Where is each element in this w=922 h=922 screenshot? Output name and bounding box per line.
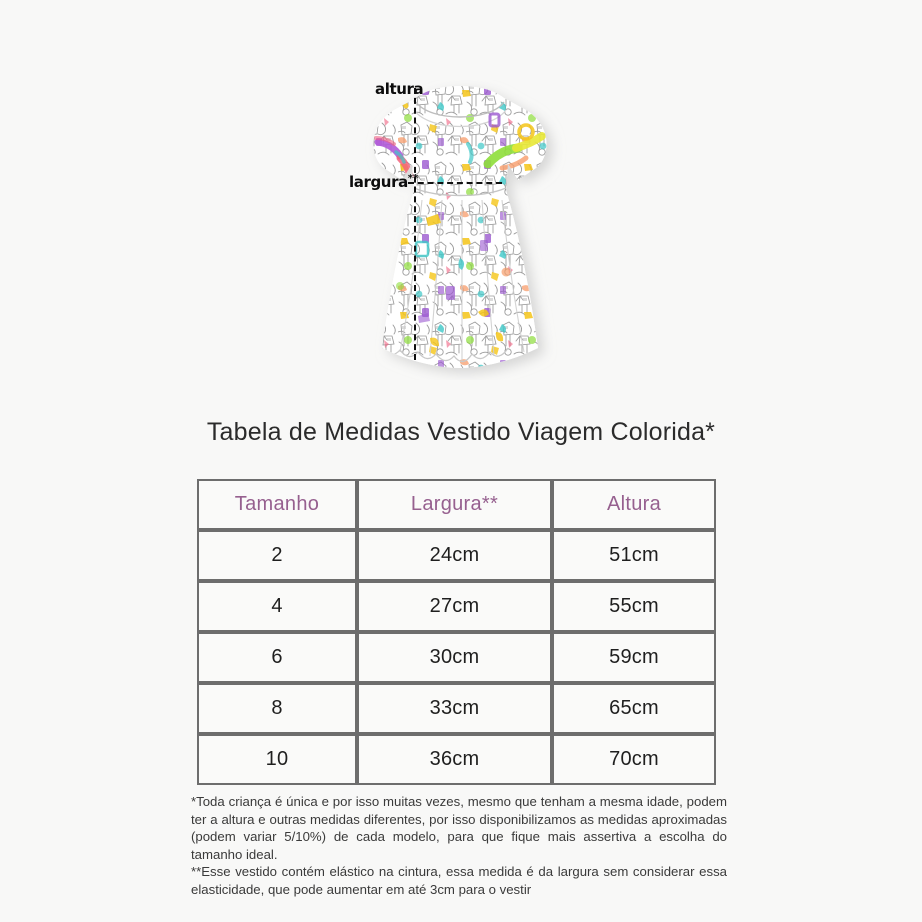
size-measurements-table xyxy=(197,479,716,785)
cell-tamanho: 8 xyxy=(197,683,357,734)
page-title: Tabela de Medidas Vestido Viagem Colorida* xyxy=(206,418,716,446)
measurement-diagram xyxy=(0,0,922,400)
table-row xyxy=(197,530,716,581)
largura-label-text: largura xyxy=(349,173,408,191)
dress-illustration xyxy=(330,80,590,380)
table-header-row xyxy=(197,479,716,530)
column-header-tamanho: Tamanho xyxy=(197,479,357,530)
cell-tamanho: 6 xyxy=(197,632,357,683)
footnotes xyxy=(191,793,727,898)
column-header-altura: Altura xyxy=(552,479,716,530)
table-row xyxy=(197,734,716,785)
cell-tamanho: 2 xyxy=(197,530,357,581)
table-row xyxy=(197,683,716,734)
largura-label xyxy=(349,173,418,191)
cell-tamanho: 10 xyxy=(197,734,357,785)
largura-label-marker: ** xyxy=(407,173,419,184)
dress-svg xyxy=(330,80,590,380)
cell-largura: 33cm xyxy=(357,683,552,734)
cell-largura: 36cm xyxy=(357,734,552,785)
table-row xyxy=(197,581,716,632)
cell-altura: 51cm xyxy=(552,530,716,581)
altura-label: altura xyxy=(375,80,424,98)
width-guide-line xyxy=(408,182,502,184)
cell-tamanho: 4 xyxy=(197,581,357,632)
cell-largura: 30cm xyxy=(357,632,552,683)
footnote-sizing-disclaimer: *Toda criança é única e por isso muitas vezes, mesmo que tenham a mesma idade, podem ter a altura e outras medidas diferentes, por isso disponibilizamos as medidas aproximadas (podem variar 5/10%) de cada modelo, para que fique mais assertiva a escolha do tamanho ideal. xyxy=(191,794,727,862)
cell-altura: 65cm xyxy=(552,683,716,734)
cell-largura: 24cm xyxy=(357,530,552,581)
column-header-largura: Largura** xyxy=(357,479,552,530)
cell-altura: 59cm xyxy=(552,632,716,683)
cell-altura: 70cm xyxy=(552,734,716,785)
table-row xyxy=(197,632,716,683)
cell-altura: 55cm xyxy=(552,581,716,632)
cell-largura: 27cm xyxy=(357,581,552,632)
footnote-elastic-disclaimer: **Esse vestido contém elástico na cintura, essa medida é da largura sem considerar essa elasticidade, que pode aumentar em até 3cm para o vestir xyxy=(191,864,727,897)
height-guide-line xyxy=(414,88,416,360)
